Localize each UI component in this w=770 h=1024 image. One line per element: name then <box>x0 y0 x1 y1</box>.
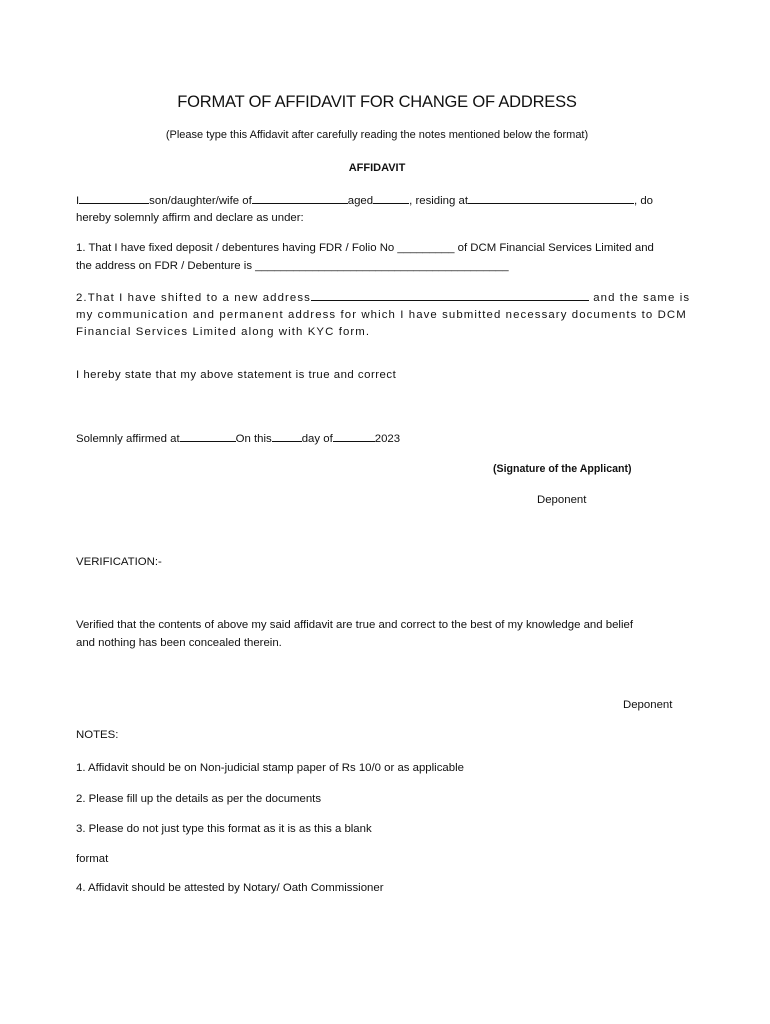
new-address-blank <box>311 289 589 301</box>
residence-blank <box>468 192 634 204</box>
relative-name-blank <box>252 192 348 204</box>
name-blank <box>79 192 149 204</box>
affidavit-heading: AFFIDAVIT <box>348 162 406 174</box>
signature-label: (Signature of the Applicant) <box>493 463 632 475</box>
note-item-3: 3. Please do not just type this format as it is as this a blank <box>76 823 372 835</box>
verification-line-2: and nothing has been concealed therein. <box>76 637 282 649</box>
para2-line-2: my communication and permanent address for which I have submitted necessary documents to DCM <box>76 309 687 321</box>
document-title: FORMAT OF AFFIDAVIT FOR CHANGE OF ADDRESS <box>177 93 577 111</box>
affirmed-day-of: day of <box>301 433 333 445</box>
intro-aged: aged <box>347 195 374 207</box>
place-blank <box>180 430 236 442</box>
para2-line-3: Financial Services Limited along with KYC form. <box>76 326 371 338</box>
document-subtitle: (Please type this Affidavit after carefully reading the notes mentioned below the format) <box>165 129 589 141</box>
month-blank <box>333 430 375 442</box>
day-blank <box>272 430 302 442</box>
intro-line-1 <box>76 192 653 209</box>
notes-heading: NOTES: <box>76 729 119 741</box>
intro-do: , do <box>634 195 653 207</box>
note-item-2: 2. Please fill up the details as per the documents <box>76 793 322 805</box>
intro-line-2: hereby solemnly affirm and declare as under: <box>76 212 304 224</box>
note-item-4: 4. Affidavit should be attested by Notary/ Oath Commissioner <box>76 882 384 894</box>
age-blank <box>373 192 409 204</box>
intro-son-daughter: son/daughter/wife of <box>149 195 252 207</box>
deponent-label-2: Deponent <box>623 699 673 711</box>
statement-line: I hereby state that my above statement is true and correct <box>76 369 397 381</box>
affirmed-on-this: On this <box>235 433 272 445</box>
para2-line-1 <box>76 289 690 306</box>
verification-heading: VERIFICATION:- <box>76 556 162 568</box>
intro-residing: , residing at <box>409 195 468 207</box>
verification-line-1: Verified that the contents of above my said affidavit are true and correct to the best of my knowledge and belief <box>76 619 633 631</box>
para1-line-2: the address on FDR / Debenture is ________________________________________ <box>76 260 509 272</box>
affirmed-at: Solemnly affirmed at <box>76 433 180 445</box>
deponent-label-1: Deponent <box>537 494 587 506</box>
para2-end: and the same is <box>593 292 691 304</box>
affirmed-year: 2023 <box>374 433 401 445</box>
affirmed-line <box>76 430 400 447</box>
para1-line-1: 1. That I have fixed deposit / debentures having FDR / Folio No _________ of DCM Financial Services Limited and <box>76 242 654 254</box>
para2-start: 2.That I have shifted to a new address <box>76 292 311 304</box>
note-item-3-continued: format <box>76 853 109 865</box>
note-item-1: 1. Affidavit should be on Non-judicial stamp paper of Rs 10/0 or as applicable <box>76 762 464 774</box>
intro-i: I <box>76 195 80 207</box>
